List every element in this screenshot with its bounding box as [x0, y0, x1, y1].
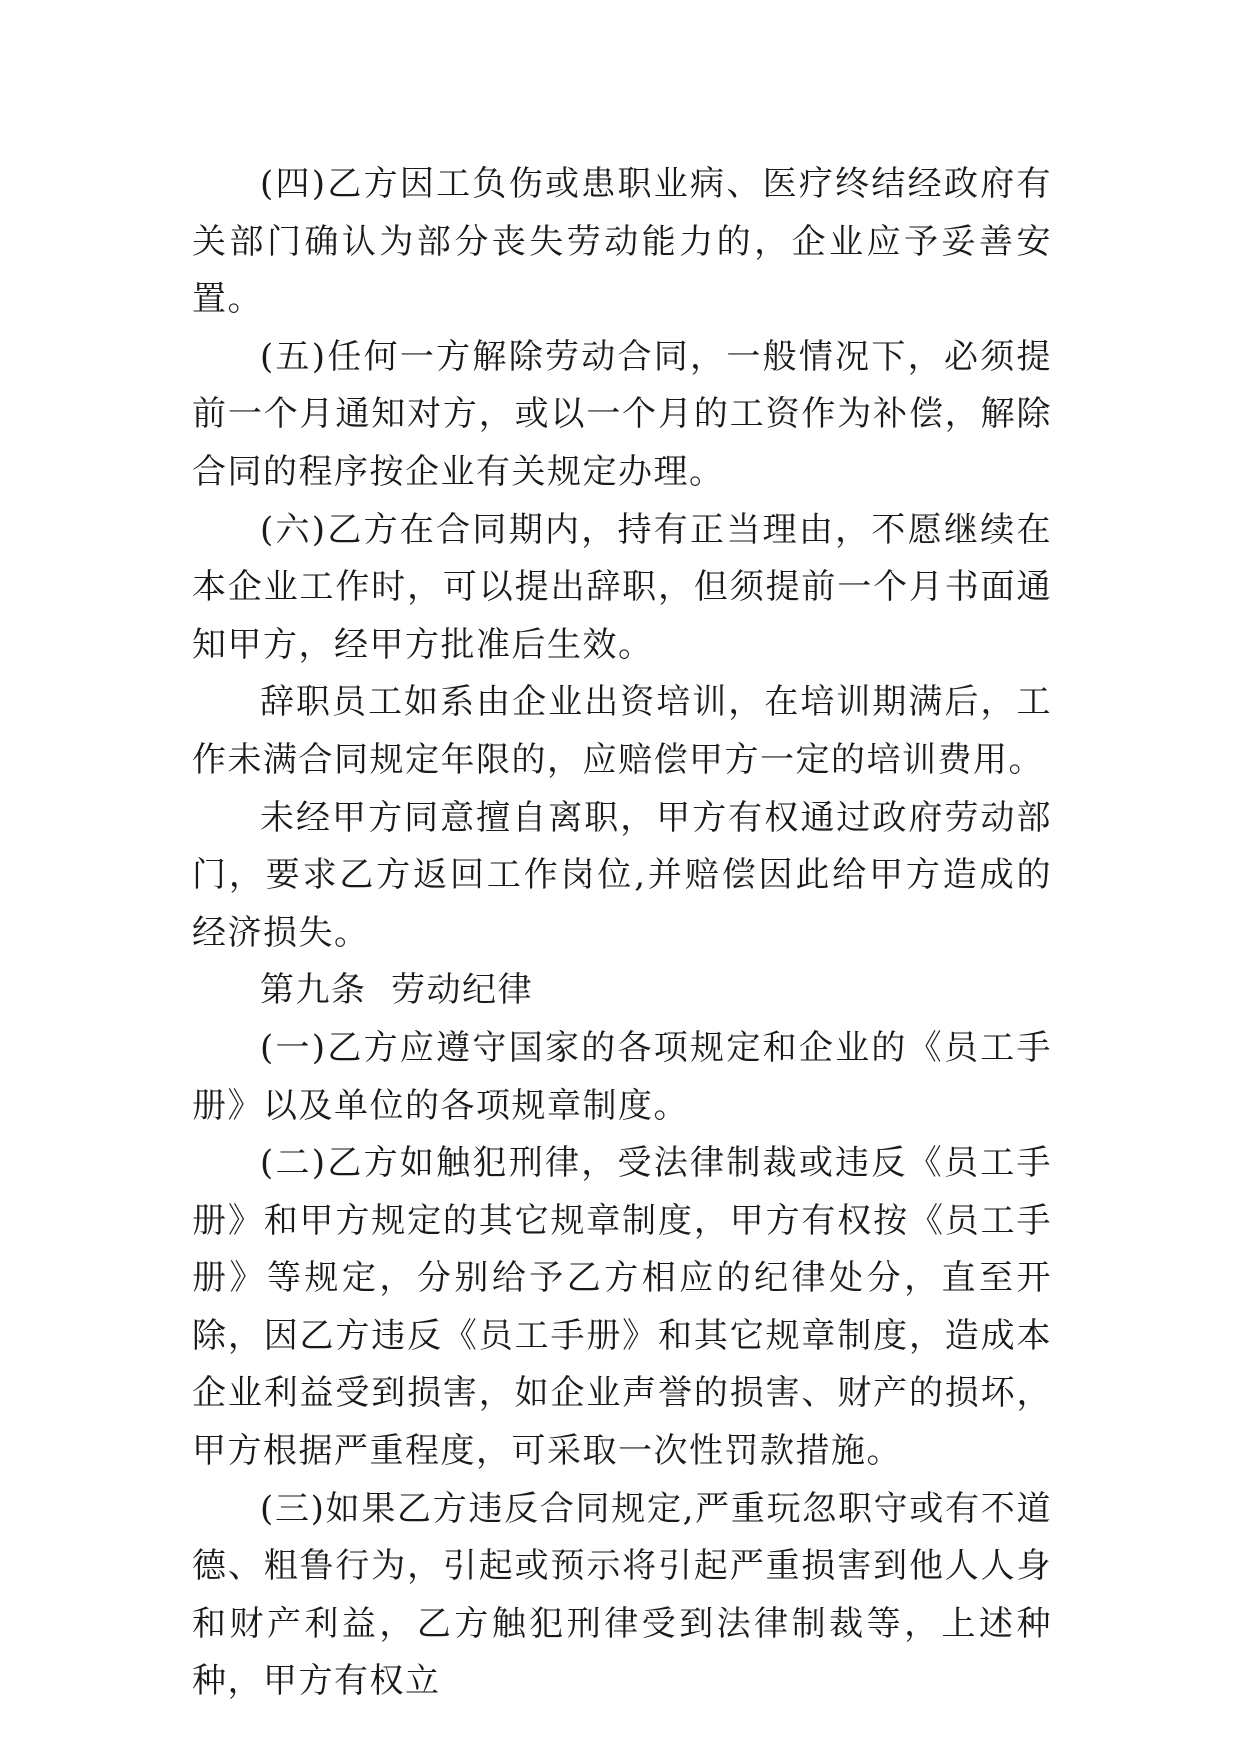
paragraph-discipline-3: (三)如果乙方违反合同规定,严重玩忽职守或有不道德、粗鲁行为，引起或预示将引起严重损害到他人人身和财产利益，乙方触犯刑律受到法律制裁等，上述种种，甲方有权立 — [192, 1488, 1052, 1702]
section-heading-article-9: 第九条 劳动纪律 — [260, 970, 534, 1011]
paragraph-discipline-1: (一)乙方应遵守国家的各项规定和企业的《员工手册》以及单位的各项规章制度。 — [192, 1027, 1052, 1126]
paragraph-discipline-2: (二)乙方如触犯刑律，受法律制裁或违反《员工手册》和甲方规定的其它规章制度，甲方有权按《员工手册》等规定，分别给予乙方相应的纪律处分，直至开除，因乙方违反《员工手册》和其它规章制度，造成本企业利益受到损害，如企业声誉的损害、财产的损坏，甲方根据严重程度，可采取一次性罚款措施。 — [192, 1143, 1052, 1472]
paragraph-item-4: (四)乙方因工负伤或患职业病、医疗终结经政府有关部门确认为部分丧失劳动能力的，企业应予妥善安置。 — [192, 164, 1052, 320]
paragraph-resignation-training: 辞职员工如系由企业出资培训，在培训期满后，工作未满合同规定年限的，应赔偿甲方一定的培训费用。 — [192, 682, 1052, 780]
paragraph-item-6: (六)乙方在合同期内，持有正当理由，不愿继续在本企业工作时，可以提出辞职，但须提前一个月书面通知甲方，经甲方批准后生效。 — [192, 509, 1052, 665]
paragraph-item-5: (五)任何一方解除劳动合同，一般情况下，必须提前一个月通知对方，或以一个月的工资作为补偿，解除合同的程序按企业有关规定办理。 — [192, 336, 1052, 492]
paragraph-unauthorized-leave: 未经甲方同意擅自离职，甲方有权通过政府劳动部门，要求乙方返回工作岗位,并赔偿因此给甲方造成的经济损失。 — [192, 797, 1052, 953]
document-body — [192, 156, 1052, 1711]
